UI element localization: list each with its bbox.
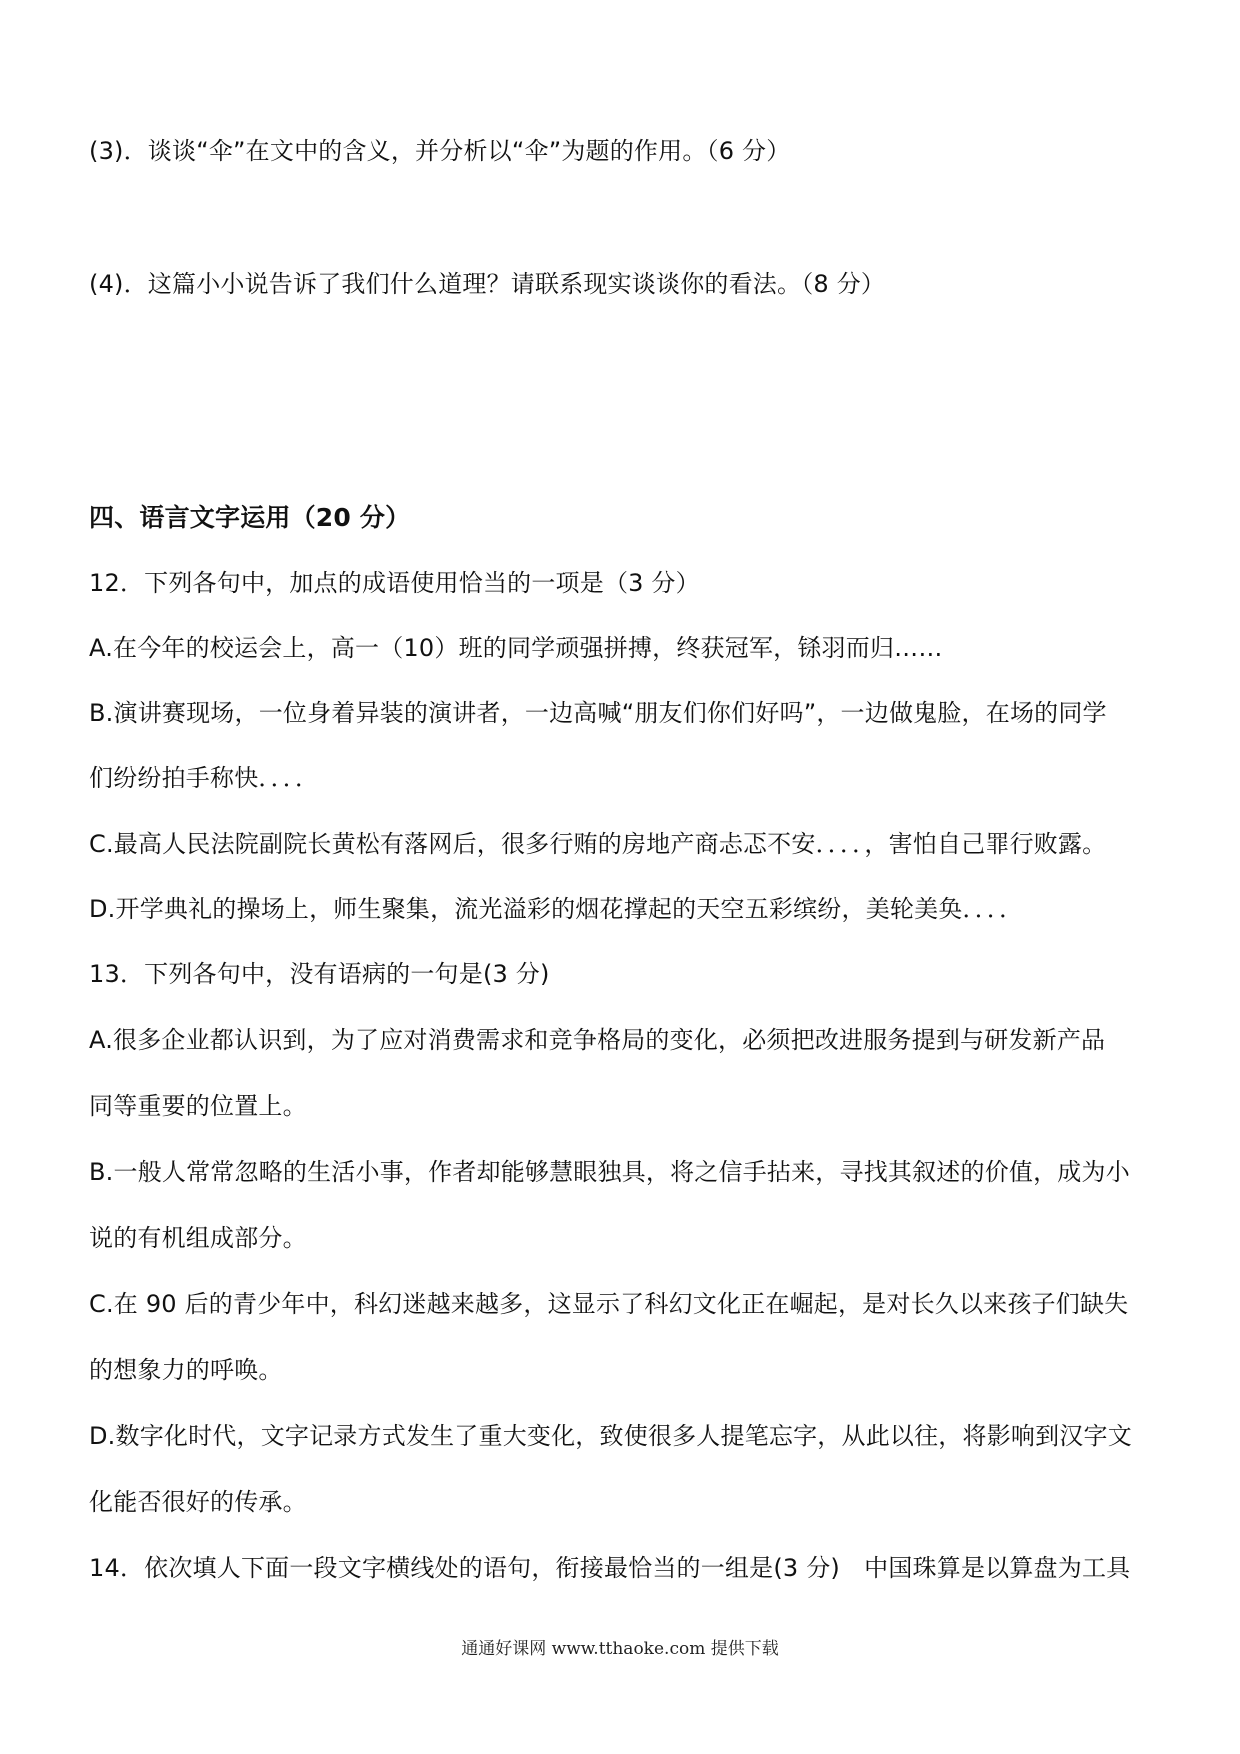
question-12-option-c: C.最高人民法院副院长黄松有落网后，很多行贿的房地产商忐忑不安．．．．，害怕自己罪行败露。 — [89, 830, 1107, 858]
question-13-option-b: B.一般人常常忽略的生活小事，作者却能够慧眼独具，将之信手拈来，寻找其叙述的价值，成为小 — [89, 1158, 1130, 1186]
question-12-option-b-continued: 们纷纷拍手称快．．．． — [89, 764, 320, 792]
question-12-option-a: A.在今年的校运会上，高一（10）班的同学顽强拼搏，终获冠军，铩羽而归…… — [89, 634, 943, 662]
question-12-stem: 12．下列各句中，加点的成语使用恰当的一项是（3 分） — [89, 569, 700, 597]
footer-watermark: 通通好课网 www.tthaoke.com 提供下载 — [461, 1639, 779, 1659]
question-13-option-c: C.在 90 后的青少年中，科幻迷越来越多，这显示了科幻文化正在崛起，是对长久以来孩子们缺失 — [89, 1290, 1129, 1318]
question-13-option-a-continued: 同等重要的位置上。 — [89, 1092, 307, 1120]
question-14-stem: 14．依次填人下面一段文字横线处的语句，衔接最恰当的一组是(3 分) 中国珠算是以算盘为工具 — [89, 1554, 1131, 1582]
question-13-option-c-continued: 的想象力的呼唤。 — [89, 1356, 283, 1384]
question-12-option-d: D.开学典礼的操场上，师生聚集，流光溢彩的烟花撑起的天空五彩缤纷，美轮美奂．．．． — [89, 895, 1024, 923]
question-4: (4)．这篇小小说告诉了我们什么道理？请联系现实谈谈你的看法。（8 分） — [89, 270, 886, 298]
question-3: (3)．谈谈“伞”在文中的含义，并分析以“伞”为题的作用。（6 分） — [89, 137, 791, 165]
question-13-stem: 13．下列各句中，没有语病的一句是(3 分) — [89, 960, 550, 988]
question-13-option-b-continued: 说的有机组成部分。 — [89, 1224, 307, 1252]
question-13-option-a: A.很多企业都认识到，为了应对消费需求和竞争格局的变化，必须把改进服务提到与研发新产品 — [89, 1026, 1106, 1054]
question-13-option-d: D.数字化时代，文字记录方式发生了重大变化，致使很多人提笔忘字，从此以往，将影响到汉字文 — [89, 1422, 1132, 1450]
question-12-option-b: B.演讲赛现场，一位身着异装的演讲者，一边高喊“朋友们你们好吗”，一边做鬼脸，在场的同学 — [89, 699, 1107, 727]
section-heading: 四、语言文字运用（20 分） — [89, 503, 411, 532]
question-13-option-d-continued: 化能否很好的传承。 — [89, 1488, 307, 1516]
